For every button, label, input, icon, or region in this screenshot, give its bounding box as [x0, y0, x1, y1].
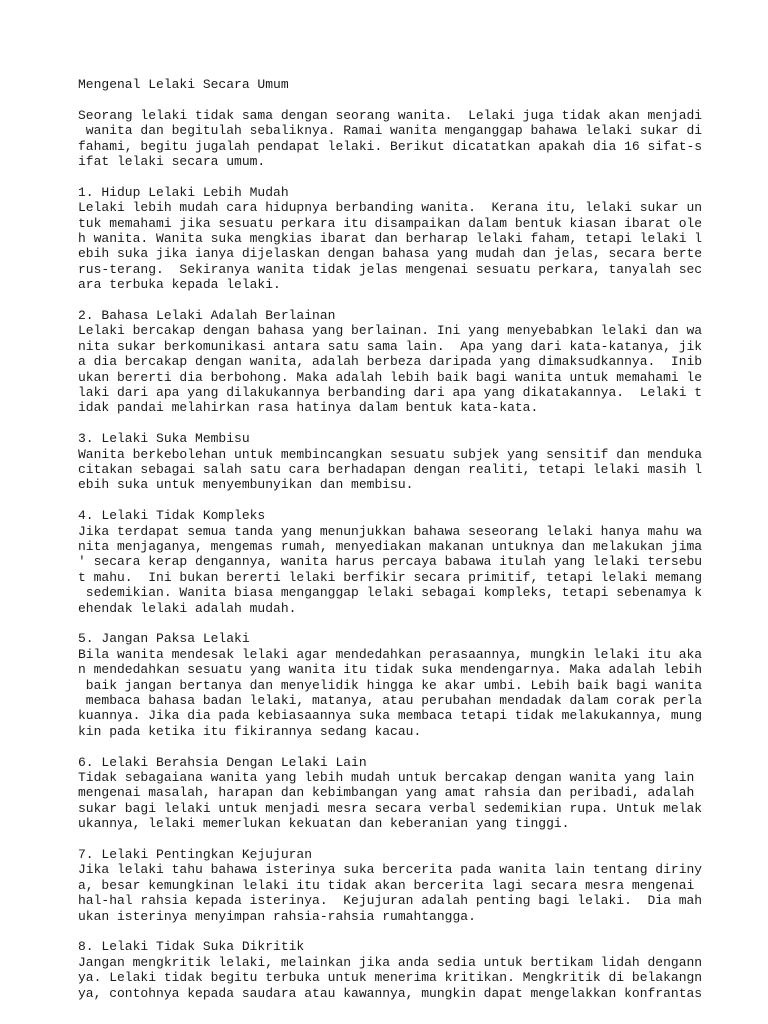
section-body-line: ehendak lelaki adalah mudah. — [78, 600, 297, 616]
section-body-line: citakan sebagai salah satu cara berhadapan dengan realiti, tetapi lelaki masih l — [78, 462, 703, 477]
section-body-line: kin pada ketika itu fikirannya sedang kacau. — [78, 723, 422, 739]
section-body-line: Tidak sebagaiana wanita yang lebih mudah untuk bercakap dengan wanita yang lain — [78, 770, 695, 785]
section-body-line: hal-hal rahsia kepada isterinya. Kejujuran adalah penting bagi lelaki. Dia mah — [78, 893, 703, 909]
section-heading: 4. Lelaki Tidak Kompleks — [78, 508, 266, 524]
section-body-line: sukar bagi lelaki untuk menjadi mesra secara verbal sedemikian rupa. Untuk melak — [78, 800, 703, 816]
section-heading: 7. Lelaki Pentingkan Kejujuran — [78, 847, 313, 862]
section-heading: 2. Bahasa Lelaki Adalah Berlainan — [78, 308, 336, 323]
section-body-line: a, besar kemungkinan lelaki itu tidak akan bercerita lagi secara mesra mengenai — [78, 877, 695, 893]
section-body-line: ukan isterinya menyimpan rahsia-rahsia rumahtangga. — [78, 908, 476, 924]
section-body-line: rus-terang. Sekiranya wanita tidak jelas mengenai sesuatu perkara, tanyalah sec — [78, 261, 703, 277]
section-body-line: kuannya. Jika dia pada kebiasaannya suka membaca tetapi tidak melakukannya, mung — [78, 708, 703, 724]
section-body-line: ' secara kerap dengannya, wanita harus percaya babawa itulah yang lelaki tersebu — [78, 554, 703, 570]
section-body-line: Bila wanita mendesak lelaki agar mendedahkan perasaannya, mungkin lelaki itu aka — [78, 646, 703, 662]
section-heading: 5. Jangan Paksa Lelaki — [78, 631, 250, 647]
section-heading: 1. Hidup Lelaki Lebih Mudah — [78, 184, 289, 200]
section-heading: 3. Lelaki Suka Membisu — [78, 431, 250, 447]
section-body-line: sedemikian. Wanita biasa menganggap lelaki sebagai kompleks, tetapi sebenamya k — [78, 585, 703, 601]
section-body-line: ebih suka jika ianya dijelaskan dengan bahasa yang mudah dan jelas, secara berte — [78, 246, 703, 262]
section-body-line: ukan bererti dia berbohong. Maka adalah lebih baik bagi wanita untuk memahami le — [78, 369, 703, 385]
section-body-line: laki dari apa yang dilakukannya berbanding dari apa yang dikatakannya. Lelaki t — [78, 385, 703, 400]
section-body-line: membaca bahasa badan lelaki, matanya, atau perubahan mendadak dalam corak perla — [78, 693, 703, 708]
section-body-line: Lelaki lebih mudah cara hidupnya berbanding wanita. Kerana itu, lelaki sukar un — [78, 200, 703, 216]
section-body-line: ya, contohnya kepada saudara atau kawannya, mungkin dapat mengelakkan konfrantas — [78, 985, 703, 1001]
section-body-line: a dia bercakap dengan wanita, adalah berbeza daripada yang dimaksudkannya. Inib — [78, 354, 703, 370]
section-body-line: ya. Lelaki tidak begitu terbuka untuk menerima kritikan. Mengkritik di belakangn — [78, 970, 703, 986]
section-heading: 8. Lelaki Tidak Suka Dikritik — [78, 939, 305, 955]
section-body-line: nita menjaganya, mengemas rumah, menyediakan makanan untuknya dan melakukan jima — [78, 539, 703, 554]
section-body-line: idak pandai melahirkan rasa hatinya dalam bentuk kata-kata. — [78, 400, 539, 416]
section-body-line: Jika terdapat semua tanda yang menunjukkan bahawa seseorang lelaki hanya mahu wa — [78, 523, 703, 539]
section-body-line: mengenai masalah, harapan dan kebimbangan yang amat rahsia dan peribadi, adalah — [78, 785, 695, 801]
intro-line: wanita dan begitulah sebaliknya. Ramai wanita menganggap bahawa lelaki sukar di — [78, 123, 703, 139]
section-body-line: Lelaki bercakap dengan bahasa yang berlainan. Ini yang menyebabkan lelaki dan wa — [78, 323, 703, 339]
document-title: Mengenal Lelaki Secara Umum — [78, 77, 289, 92]
section-body-line: Wanita berkebolehan untuk membincangkan sesuatu subjek yang sensitif dan menduka — [78, 446, 703, 462]
section-body-line: n mendedahkan sesuatu yang wanita itu tidak suka mendengarnya. Maka adalah lebih — [78, 662, 703, 678]
section-body-line: baik jangan bertanya dan menyelidik hingga ke akar umbi. Lebih baik bagi wanita — [78, 677, 703, 693]
section-body-line: h wanita. Wanita suka mengkias ibarat dan berharap lelaki faham, tetapi lelaki l — [78, 231, 703, 246]
section-body-line: ukannya, lelaki memerlukan kekuatan dan keberanian yang tinggi. — [78, 816, 570, 832]
section-body-line: tuk memahami jika sesuatu perkara itu disampaikan dalam bentuk kiasan ibarat ole — [78, 215, 703, 231]
section-body-line: ebih suka untuk menyembunyikan dan membisu. — [78, 477, 414, 493]
intro-line: fahami, begitu jugalah pendapat lelaki. Berikut dicatatkan apakah dia 16 sifat-s — [78, 138, 703, 154]
section-body-line: ara terbuka kepada lelaki. — [78, 277, 281, 293]
intro-line: Seorang lelaki tidak sama dengan seorang wanita. Lelaki juga tidak akan menjadi — [78, 107, 703, 123]
section-heading: 6. Lelaki Berahsia Dengan Lelaki Lain — [78, 754, 367, 770]
section-body-line: nita sukar berkomunikasi antara satu sama lain. Apa yang dari kata-katanya, jik — [78, 338, 703, 354]
section-body-line: Jangan mengkritik lelaki, melainkan jika anda sedia untuk bertikam lidah dengann — [78, 954, 703, 970]
intro-line: ifat lelaki secara umum. — [78, 154, 266, 169]
section-body-line: Jika lelaki tahu bahawa isterinya suka bercerita pada wanita lain tentang diriny — [78, 862, 703, 878]
section-body-line: t mahu. Ini bukan bererti lelaki berfikir secara primitif, tetapi lelaki memang — [78, 569, 703, 585]
